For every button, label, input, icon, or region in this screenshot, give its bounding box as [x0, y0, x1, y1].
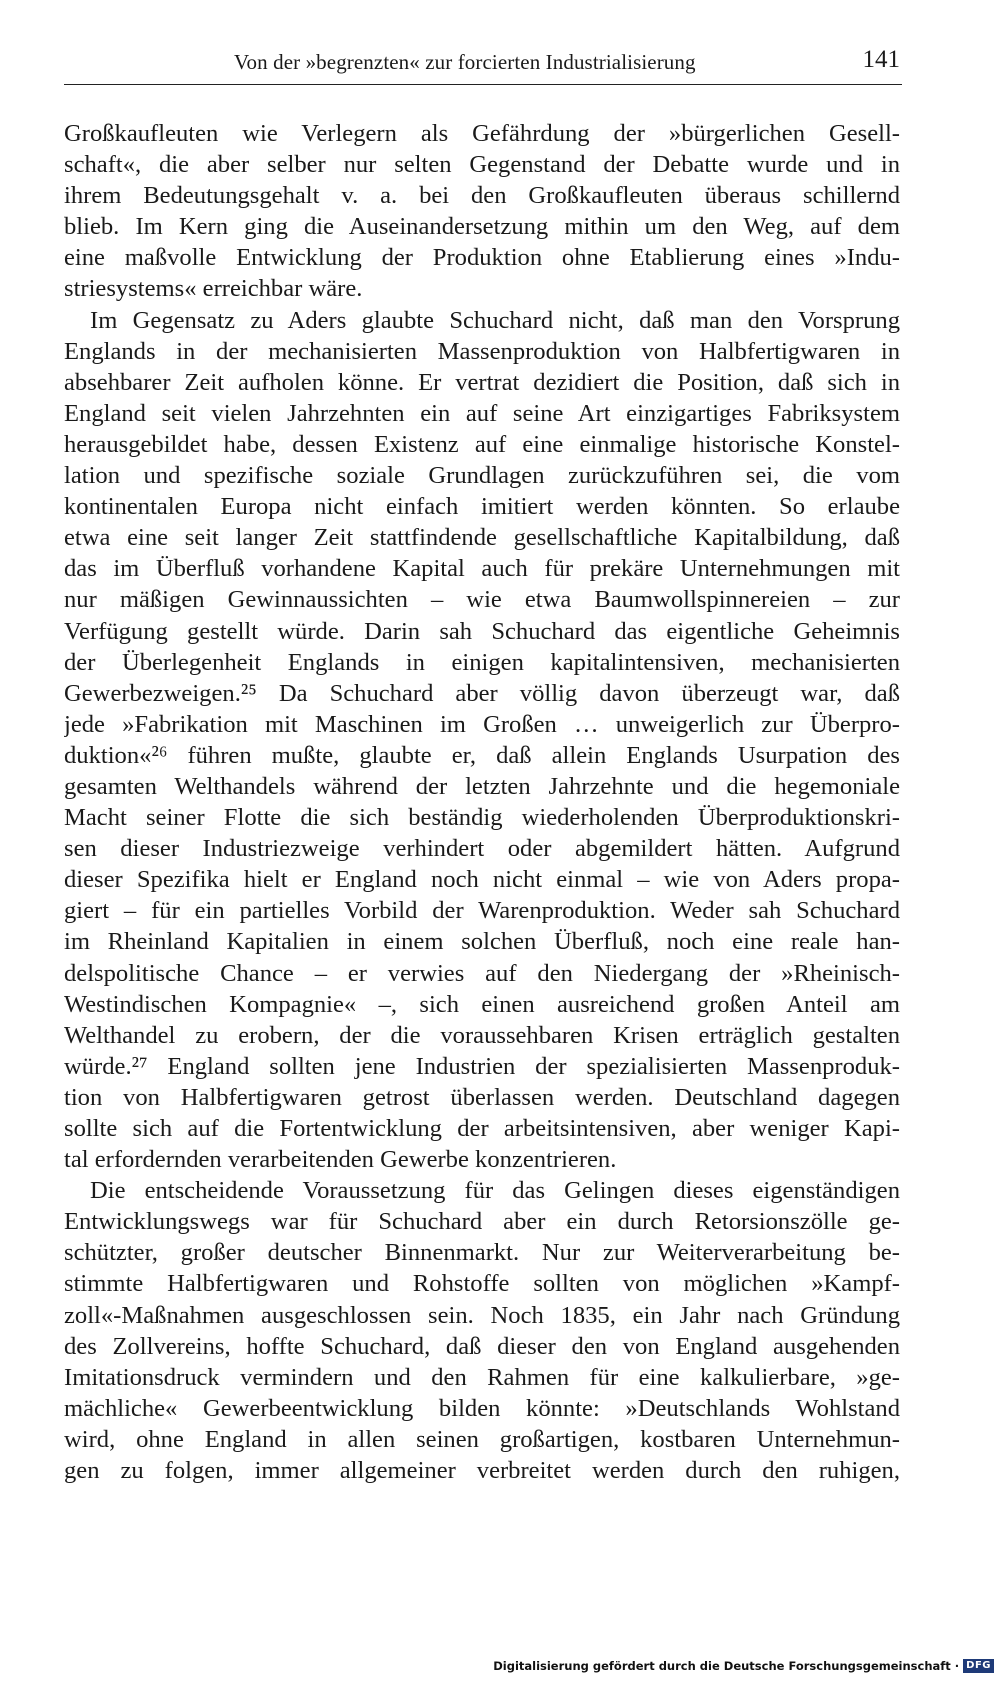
text-line: dieser Spezifika hielt er England noch nicht einmal – wie von Aders propa-	[64, 866, 900, 894]
text-line: im Rheinland Kapitalien in einem solchen Überfluß, noch eine reale han-	[64, 928, 900, 956]
text-line: das im Überfluß vorhandene Kapital auch für prekäre Unternehmungen mit	[64, 555, 900, 583]
text-line: duktion«²⁶ führen mußte, glaubte er, daß allein Englands Usurpation des	[64, 741, 900, 769]
paragraph-start-line: Die entscheidende Voraussetzung für das Gelingen dieses eigenständigen	[90, 1177, 900, 1205]
text-line: ihrem Bedeutungsgehalt v. a. bei den Großkaufleuten überaus schillernd	[64, 182, 900, 210]
text-line: lation und spezifische soziale Grundlagen zurückzuführen sei, die vom	[64, 462, 900, 490]
text-line: schützter, großer deutscher Binnenmarkt. Nur zur Weiterverarbeitung be-	[64, 1239, 900, 1267]
text-line: Imitationsdruck vermindern und den Rahmen für eine kalkulierbare, »ge-	[64, 1363, 900, 1391]
digitization-note: Digitalisierung gefördert durch die Deutsche Forschungsgemeinschaft ·	[493, 1659, 960, 1673]
text-line: eine maßvolle Entwicklung der Produktion ohne Etablierung eines »Indu-	[64, 244, 900, 272]
text-line: würde.²⁷ England sollten jene Industrien der spezialisierten Massenproduk-	[64, 1052, 900, 1080]
text-line: sollte sich auf die Fortentwicklung der arbeitsintensiven, aber weniger Kapi-	[64, 1115, 900, 1142]
text-line: jede »Fabrikation mit Maschinen im Großen … unweigerlich zur Überpro-	[64, 710, 900, 738]
text-line: gesamten Welthandels während der letzten Jahrzehnte und die hegemoniale	[64, 772, 900, 800]
text-line: Welthandel zu erobern, der die voraussehbaren Krisen erträglich gestalten	[64, 1021, 900, 1049]
text-line: England seit vielen Jahrzehnten ein auf seine Art einzigartiges Fabriksystem	[64, 399, 900, 427]
text-line: delspolitische Chance – er verwies auf den Niedergang der »Rheinisch-	[64, 959, 900, 987]
text-line: tion von Halbfertigwaren getrost überlassen werden. Deutschland dagegen	[64, 1083, 900, 1111]
text-line: kontinentalen Europa nicht einfach imitiert werden könnten. So erlaube	[64, 493, 900, 521]
page-number: 141	[862, 46, 900, 73]
text-line: tal erfordernden verarbeitenden Gewerbe konzentrieren.	[64, 1146, 617, 1174]
text-line: absehbarer Zeit aufholen könne. Er vertrat dezidiert die Position, daß sich in	[64, 368, 900, 396]
text-line: sen dieser Industriezweige verhindert oder abgemildert hätten. Aufgrund	[64, 835, 900, 863]
text-line: blieb. Im Kern ging die Auseinandersetzung mithin um den Weg, auf dem	[64, 213, 900, 241]
text-line: Großkaufleuten wie Verlegern als Gefährdung der »bürgerlichen Gesell-	[64, 120, 900, 147]
text-line: stimmte Halbfertigwaren und Rohstoffe sollten von möglichen »Kampf-	[64, 1270, 900, 1298]
text-line: Gewerbezweigen.²⁵ Da Schuchard aber völlig davon überzeugt war, daß	[64, 679, 900, 707]
text-line: herausgebildet habe, dessen Existenz auf eine einmalige historische Konstel-	[64, 430, 900, 458]
text-line: Englands in der mechanisierten Massenproduktion von Halbfertigwaren in	[64, 337, 900, 365]
text-line: Macht seiner Flotte die sich beständig wiederholenden Überproduktionskri-	[64, 804, 900, 832]
text-line: Verfügung gestellt würde. Darin sah Schuchard das eigentliche Geheimnis	[64, 617, 900, 645]
paragraph-start-line: Im Gegensatz zu Aders glaubte Schuchard nicht, daß man den Vorsprung	[90, 306, 900, 334]
text-line: etwa eine seit langer Zeit stattfindende gesellschaftliche Kapitalbildung, daß	[64, 524, 900, 552]
running-header	[64, 44, 902, 85]
digitization-footer	[493, 1659, 994, 1673]
text-line: der Überlegenheit Englands in einigen kapitalintensiven, mechanisierten	[64, 648, 900, 676]
text-line: giert – für ein partielles Vorbild der Warenproduktion. Weder sah Schuchard	[64, 897, 900, 925]
text-line: nur mäßigen Gewinnaussichten – wie etwa Baumwollspinnereien – zur	[64, 586, 900, 614]
text-line: Westindischen Kompagnie« –, sich einen ausreichend großen Anteil am	[64, 990, 900, 1018]
text-line: gen zu folgen, immer allgemeiner verbreitet werden durch den ruhigen,	[64, 1457, 900, 1485]
body-text	[64, 118, 900, 1486]
text-line: Entwicklungswegs war für Schuchard aber ein durch Retorsionszölle ge-	[64, 1208, 900, 1236]
text-line: des Zollvereins, hoffte Schuchard, daß dieser den von England ausgehenden	[64, 1332, 900, 1360]
text-line: mächliche« Gewerbeentwicklung bilden könnte: »Deutschlands Wohlstand	[64, 1394, 900, 1422]
text-line: schaft«, die aber selber nur selten Gegenstand der Debatte wurde und in	[64, 151, 900, 179]
text-line: wird, ohne England in allen seinen großartigen, kostbaren Unternehmun-	[64, 1425, 900, 1453]
text-line: striesystems« erreichbar wäre.	[64, 275, 363, 303]
dfg-logo: DFG	[963, 1659, 994, 1673]
running-title: Von der »begrenzten« zur forcierten Industrialisierung	[234, 50, 696, 74]
text-line: zoll«-Maßnahmen ausgeschlossen sein. Noch 1835, ein Jahr nach Gründung	[64, 1301, 900, 1329]
